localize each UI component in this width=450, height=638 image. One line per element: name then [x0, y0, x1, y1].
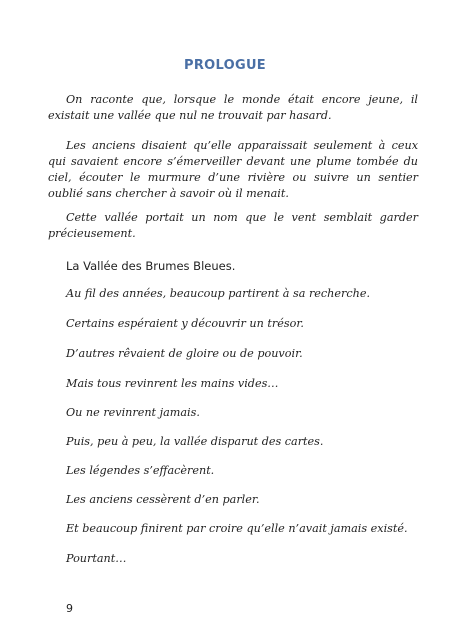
line-10: Pourtant… [66, 552, 127, 565]
line-4: Mais tous revinrent les mains vides… [66, 377, 279, 390]
paragraph-1: On raconte que, lorsque le monde était encore jeune, il existait une vallée que nul ne trouvait par hasard. [48, 93, 418, 122]
paragraph-3: Cette vallée portait un nom que le vent semblait garder précieusement. [48, 211, 418, 240]
line-5: Ou ne revinrent jamais. [66, 406, 200, 419]
line-1: Au fil des années, beaucoup partirent à sa recherche. [66, 287, 371, 300]
line-6: Puis, peu à peu, la vallée disparut des cartes. [66, 435, 324, 448]
line-8: Les anciens cessèrent d’en parler. [66, 493, 260, 506]
valley-name: La Vallée des Brumes Bleues. [66, 259, 236, 273]
line-2: Certains espéraient y découvrir un trésor. [66, 317, 304, 330]
line-3: D’autres rêvaient de gloire ou de pouvoir. [66, 347, 303, 360]
paragraph-2: Les anciens disaient qu’elle apparaissait seulement à ceux qui savaient encore s’émerveiller devant une plume tombée du ciel, écouter le murmure d’une rivière ou suivre un sentier oublié sans chercher à savoir où il menait. [48, 139, 418, 200]
line-9: Et beaucoup finirent par croire qu’elle n’avait jamais existé. [66, 522, 408, 535]
chapter-title: PROLOGUE [184, 58, 266, 73]
line-7: Les légendes s’effacèrent. [66, 464, 215, 477]
page-number: 9 [66, 602, 73, 615]
